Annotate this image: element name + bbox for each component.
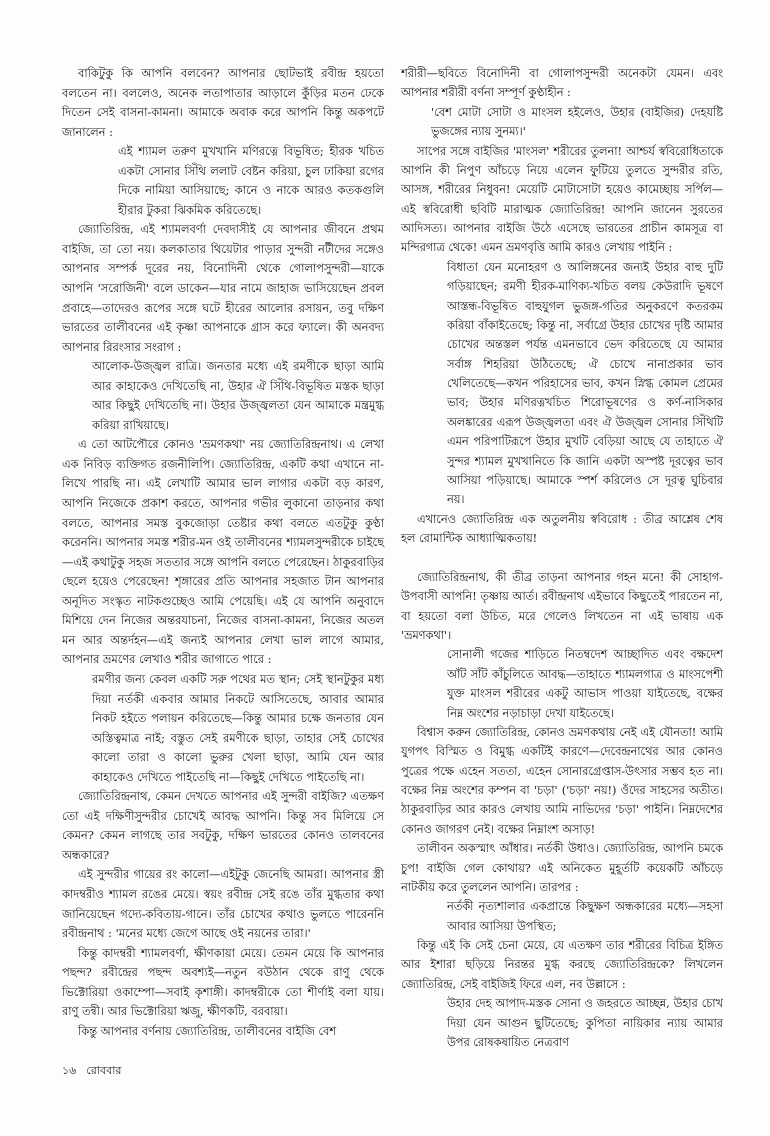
- paragraph: এই সুন্দরীর গায়ের রং কালো—এইটুকু জেনেছি আমরা। আপনার স্ত্রী কাদম্বরীও শ্যামল রঙের মেয়ে। স্বয়ং রবীন্দ্র সেই রঙে তাঁর মুগ্ধতার কথা জানিয়েছেন গদ্যে-কবিতায়-গানে। তাঁর চোখের কথাও ভুলতে পারেননি রবীন্দ্রনাথ : 'মনের মধ্যে জেগে আছে ওই নয়নের তারা।': [62, 867, 384, 941]
- quotation: আলোক-উজ্জ্বল রাত্রি। জনতার মধ্যে এই রমণীকে ছাড়া আমি আর কাহাকেও দেখিতেছি না, উহার ঐ সিঁথি-বিভূষিত মস্তক ছাড়া আর কিছুই দেখিতেছি না। উহার উজ্জ্বলতা যেন আমাকে মন্ত্রমুগ্ধ করিয়া রাখিয়াছে।: [92, 359, 384, 432]
- quotation: নর্তকী নৃত্যশালার একপ্রান্তে কিছুক্ষণ অন্ধকারের মধ্যে—সহসা আবার আসিয়া উপস্থিত;: [447, 900, 723, 933]
- paragraph: জ্যোতিরিন্দ্র, এই শ্যামলবর্ণা দেবদাসীই যে আপনার জীবনে প্রথম বাইজি, তা তো নয়। কলকাতার থিয়েটার পাড়ার সুন্দরী নটীদের সঙ্গেও আপনার সম্পর্ক দূরের নয়, বিনোদিনী থেকে গোলাপসুন্দরী—যাকে আপনি 'সরোজিনী' বলে ডাকেন—যার নামে জাহাজ ভাসিয়েছেন প্রবল প্রবাহে—তাদেরও রূপের সঙ্গে ঘটে হীরের আলোর রসায়ন, তবু দক্ষিণ ভারতের তালীবনের এই কৃষ্ণা আপনাকে গ্রাস করে ফ্যালে। কী অনবদ্য আপনার রিরংসার সংরাগ :: [62, 222, 384, 354]
- paragraph: কিন্তু আপনার বর্ণনায় জ্যোতিরিন্দ্র, তালীবনের বাইজি বেশ: [78, 1023, 337, 1038]
- paragraph: জ্যোতিরিন্দ্রনাথ, কী তীব্র তাড়না আপনার গহন মনে! কী সোহাগ-উপবাসী আপনি! তৃষ্ণায় আর্ত। রবীন্দ্রনাথ এইভাবে কিছুতেই পারতেন না, বা হয়তো বলা উচিত, মরে গেলেও লিখতেন না এই ভাষায় এক 'ভ্রমণকথা'।: [401, 570, 723, 642]
- quotation: উহার দেহ আপাদ-মস্তক সোনা ও জহরতে আচ্ছন্ন, উহার চোখ দিয়া যেন আগুন ছুটিতেছে; কুপিতা নায়িকার ন্যায় আমার উপর রোষকষায়িত নেত্রবাণ: [447, 997, 723, 1049]
- paragraph: জ্যোতিরিন্দ্রনাথ, কেমন দেখতে আপনার এই সুন্দরী বাইজি? এতক্ষণ তো এই দক্ষিণীসুন্দরীর চোখেই আবদ্ধ আপনি। কিন্তু সব মিলিয়ে সে কেমন? কেমন লাগছে তার সবটুকু, দক্ষিণ ভারতের কোনও তালবনের অন্ধকারে?: [62, 789, 384, 862]
- paragraph: বিশ্বাস করুন জ্যোতিরিন্দ্র, কোনও ভ্রমণকথায় নেই এই যৌনতা! আমি যুগপৎ বিস্মিত ও বিমুগ্ধ একটিই কারণে—দেবেন্দ্রনাথের আর কোনও পুত্রের পক্ষে এহেন সততা, এহেন সোনারগ্রেপ্তাস-উৎসার সম্ভব হত না। বক্ষের নিম্ন অংশের কম্পন বা 'চড়া' ('চড়া' নয়!) ওঁদের সাহসের অতীত। ঠাকুরবাড়ির আর কারও লেখায় আমি নাভিদের 'চড়া' পাইনি। নিম্নদেশের কোনও জাগরণ নেই। বক্ষের নিম্নাংশ অসাড়!: [401, 725, 723, 836]
- paragraph: কিন্তু এই কি সেই চেনা মেয়ে, যে এতক্ষণ তার শরীরের বিচিত্র ইঙ্গিত আর ইশারা ছড়িয়ে নিরন্তর মুগ্ধ করছে জ্যোতিরিন্দ্রকে? লিখলেন জ্যোতিরিন্দ্র, সেই বাইজিই ফিরে এল, নব উল্লাসে :: [401, 939, 723, 991]
- paragraph: সাপের সঙ্গে বাইজির 'মাংসল' শরীরের তুলনা! আশ্চর্য স্ববিরোধিতাকে আপনি কী নিপুণ আঁচড়ে নিয়ে এলেন ফুটিয়ে তুলতে সুন্দরীর রতি, আসঙ্গ, শরীরের নিধুবন! মেয়েটি মোটাসোটা হয়েও কামেচ্ছায় সর্পিল—এই স্ববিরোধী ছবিটি মারাত্মক জ্যোতিরিন্দ্র! আপনি জানেন সুরতের আদিসত্য। আপনার বাইজি উঠে এসেছে ভারতের প্রাচীন কামসূত্র বা মন্দিরগাত্র থেকে! এমন ভ্রমণবৃত্তি আমি কারও লেখায় পাইনি :: [401, 144, 723, 255]
- quotation: এই শ্যামল তরুণ মুখখানি মণিরত্নে বিভূষিত; হীরক খচিত একটা সোনার সিঁথি ললাট বেষ্টন করিয়া, চুল ঢাকিয়া রগের দিকে নামিয়া আসিয়াছে; কানে ও নাকে আরও কতকগুলি হীরার টুকরা ঝিকমিক করিতেছে।: [118, 144, 384, 217]
- quotation: 'বেশ মোটা সোটা ও মাংসল হইলেও, উহার (বাইজির) দেহযষ্টি ভুজঙ্গের ন্যায় সুনম্য।': [431, 105, 723, 139]
- page-footer: [62, 1064, 132, 1078]
- paragraph: কিন্তু কাদম্বরী শ্যামলবর্ণা, ক্ষীণকায়া মেয়ে। তেমন মেয়ে কি আপনার পছন্দ? রবীন্দ্রের পছন্দ অবশ্যই—নতুন বউঠান থেকে রাণু থেকে ভিক্টোরিয়া ওকাম্পো—সবাই কৃশাঙ্গী। কাদম্বরীকে তো শীর্ণাই বলা যায়। রাণু তন্বী। আর ভিক্টোরিয়া ঋজু, ক্ষীণকটি, বরবায়া।: [62, 945, 384, 1019]
- quotation: রমণীর জন্য কেবল একটি সরু পথের মত স্থান; সেই স্থানটুকুর মধ্য দিয়া নর্তকী একবার আমার নিকটে আসিতেছে, আবার আমার নিকট হইতে পলায়ন করিতেছে—কিন্তু আমার চক্ষে জনতার যেন অস্তিত্বমাত্র নাই; বস্তুত সেই রমণীকে ছাড়া, তাহার সেই চোখের কালো তারা ও কালো ভুরুর খেলা ছাড়া, আমি যেন আর কাহাকেও দেখিতে পাইতেছি না—কিছুই দেখিতে পাইতেছি না।: [92, 671, 384, 784]
- quotation: বিধাতা যেন মনোহরণ ও আলিঙ্গনের জন্যই উহার বাহু দুটি গড়িয়াছেন; রমণী হীরক-মাণিক্য-খচিত বলয় কেউরাদি ভূষণে আস্তন্ধ-বিভূষিত বাহুযুগল ভুজঙ্গ-গতির অনুকরণে কতরকম করিয়া বাঁকাইতেছে; কিন্তু না, সর্বাগ্রে উহার চোখের দৃষ্টি আমার চোখের অন্তস্তল পর্যন্ত এমনভাবে ভেদ করিতেছে যে আমার সর্বাঙ্গ শিহরিয়া উঠিতেছে; ঐ চোখে নানাপ্রকার ভাব খেলিতেছে—কখন পরিহাসের ভাব, কখন স্নিগ্ধ কোমল প্রেমের ভাব; উহার মণিরত্নখচিত শিরোভূষণের ও কর্ণ-নাসিকার অলঙ্কারের এরূপ উজ্জ্বলতা এবং ঐ উজ্জ্বল সোনার সিঁথিটি এমন পরিপাটিরূপে উহার মুখটি বেড়িয়া আছে যে তাহাতে ঐ সুন্দর শ্যামল মুখখানিতে কি জানি একটা অস্পষ্ট দূরত্বের ভাব আসিয়া পড়িয়াছে। আমাকে স্পর্শ করিলেও সে দূরত্ব ঘুচিবার নয়।: [447, 260, 723, 507]
- magazine-name: রোববার: [86, 1064, 122, 1077]
- paragraph: তালীবন অকস্মাৎ আঁধার। নর্তকী উধাও। জ্যোতিরিন্দ্র, আপনি চমকে চুপ! বাইজি গেল কোথায়? এই অনিকেত মুহূর্তটি কয়েকটি আঁচড়ে নাটকীয় করে তুললেন আপনি। তারপর :: [401, 842, 723, 894]
- paragraph: বাকিটুকু কি আপনি বলবেন? আপনার ছোটভাই রবীন্দ্র হয়তো বলতেন না। বললেও, অনেক লতাপাতার আড়ালে কুঁড়ির মতন ঢেকে দিতেন সেই বাসনা-কামনা। আমাকে অবাক করে আপনি কিন্তু অকপটে জানালেন :: [62, 66, 384, 139]
- quotation: সোনালী গজের শাড়িতে নিতম্বদেশ আচ্ছাদিত এবং বক্ষদেশ আঁট সাঁট কাঁচুলিতে আবদ্ধ—তাহাতে শ্যামলগাত্র ও মাংসপেশী যুক্ত মাংসল শরীরের একটু আভাস পাওয়া যাইতেছে, বক্ষের নিম্ন অংশের নড়াচাড়া দেখা যাইতেছে।: [447, 648, 723, 720]
- paragraph: শরীরী—ছবিতে বিনোদিনী বা গোলাপসুন্দরী অনেকটা যেমন। এবং আপনার শরীরী বর্ণনা সম্পূর্ণ কুণ্ঠাহীন :: [401, 67, 723, 100]
- left-column: [62, 64, 384, 1041]
- page-number: ১৬: [62, 1064, 77, 1077]
- right-column: [401, 64, 723, 1052]
- paragraph: এ তো আটপৌরে কোনও 'ভ্রমণকথা' নয় জ্যোতিরিন্দ্রনাথ। এ লেখা এক নিবিড় ব্যক্তিগত রজনীলিপি। জ্যোতিরিন্দ্র, একটি কথা এখানে না-লিখে পারছি না। এই লেখাটি আমার ভাল লাগার একটা বড় কারণ, আপনি নিজেকে প্রকাশ করতে, আপনার গভীর লুকানো তাড়নার কথা বলতে, আপনার সমস্ত বুকজোড়া তেষ্টার কথা বলতে এতটুকু কুণ্ঠা করেননি। আপনার সমস্ত শরীর-মন ওই তালীবনের শ্যামলসুন্দরীকে চাইছে—এই কথাটুকু সহজ সততার সঙ্গে আপনি বলতে পেরেছেন। ঠাকুরবাড়ির ছেলে হয়েও পেরেছেন! শৃঙ্গারের প্রতি আপনার সহজাত টান আপনার অনূদিত সংস্কৃত নাটকগুচ্ছেও আমি পেয়েছি। এই যে আপনি অনুবাদে মিশিয়ে দেন নিজের অন্তরযাচনা, নিজের বাসনা-কামনা, নিজের অতল মন আর অন্তর্দহন—এই জন্যই আপনার লেখা ভাল লাগে আমার, আপনার ভ্রমণের লেখাও শরীর জাগাতে পারে :: [62, 437, 384, 667]
- paragraph: এখানেও জ্যোতিরিন্দ্র এক অতুলনীয় স্ববিরোধ : তীব্র আশ্লেষ শেষ হল রোমান্টিক আধ্যাত্মিকতায়!: [401, 512, 723, 545]
